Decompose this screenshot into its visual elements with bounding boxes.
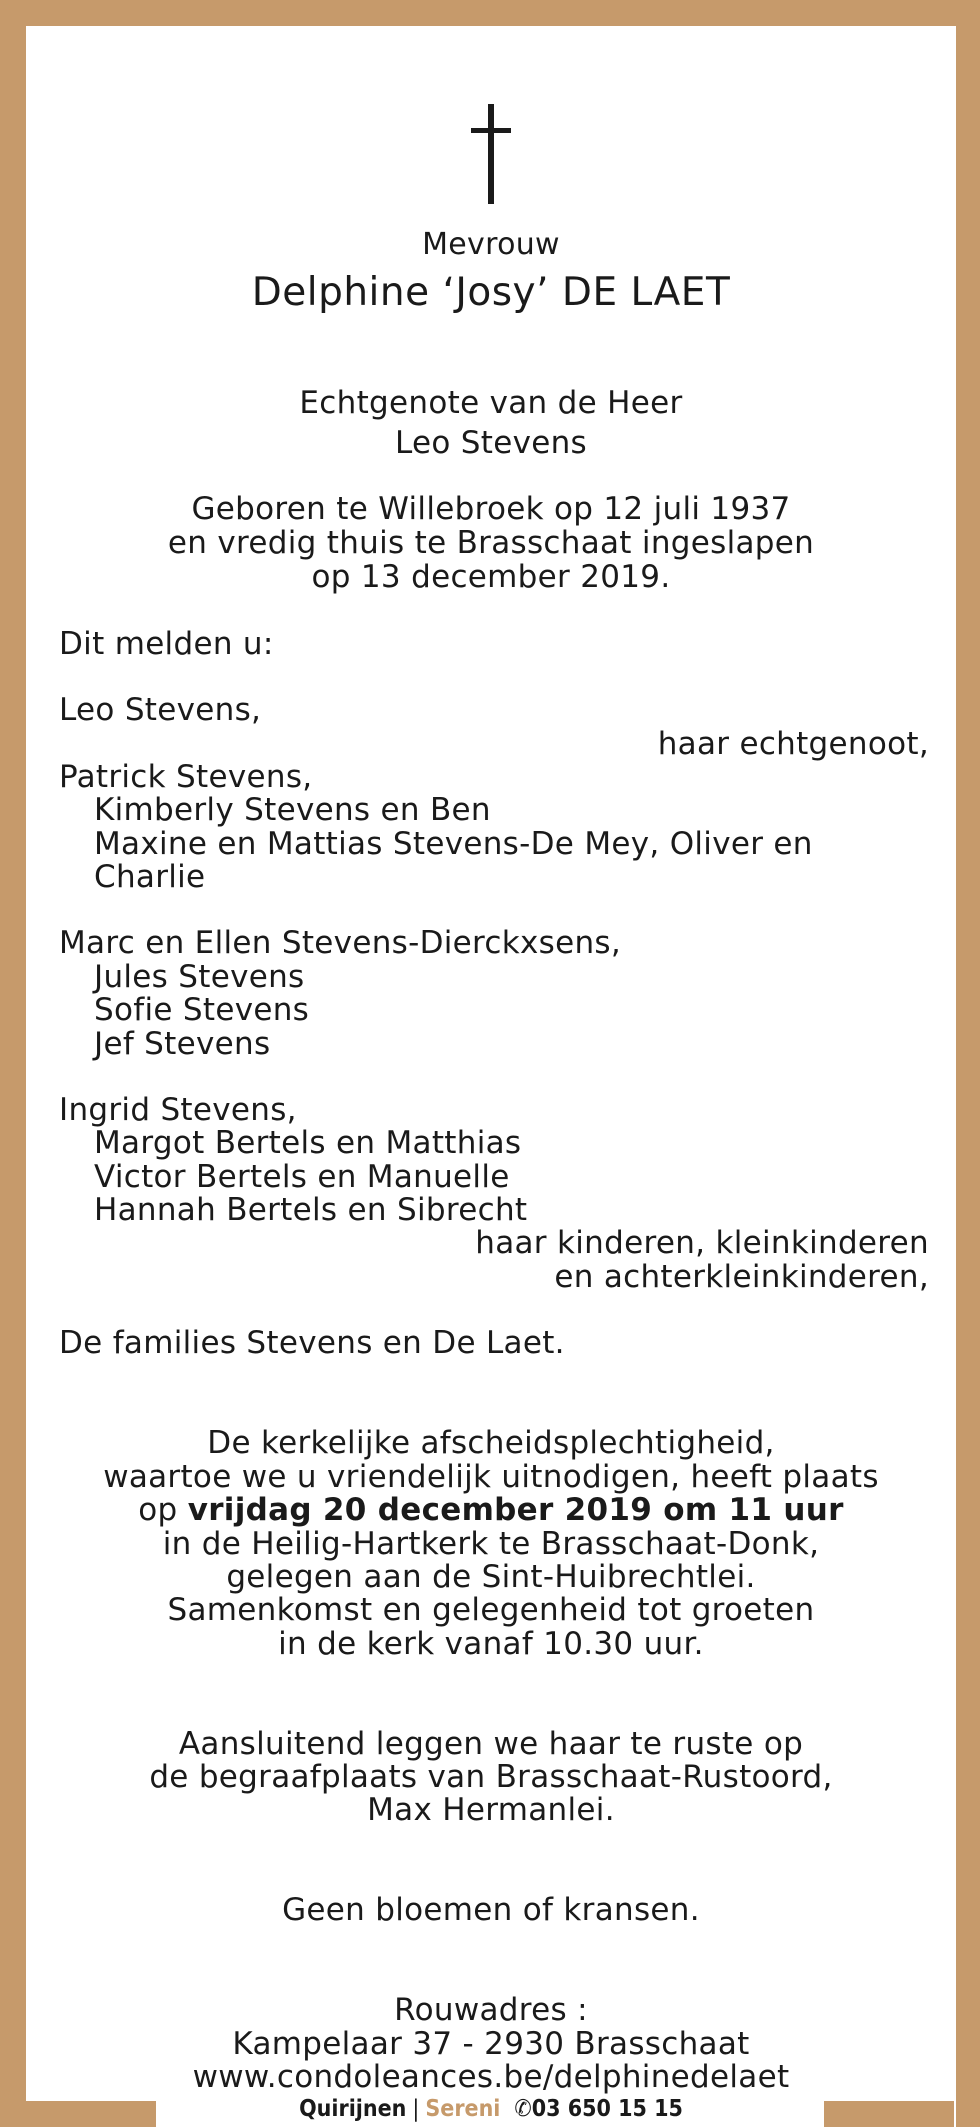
- condolence-url[interactable]: www.condoleances.be/delphinedelaet: [192, 2059, 790, 2095]
- ceremony-line-3: [26, 1493, 956, 1527]
- ceremony-date-time: vrijdag 20 december 2019 om 11 uur: [187, 1492, 844, 1528]
- death-notice-card: [26, 26, 956, 2127]
- birth-line-1: Geboren te Willebroek op 12 juli 1937: [191, 491, 791, 527]
- ceremony-line-6: Samenkomst en gelegenheid tot groeten: [167, 1592, 815, 1628]
- spouse-line-2: Leo Stevens: [394, 425, 588, 461]
- burial-line-3: Max Hermanlei.: [367, 1792, 615, 1828]
- husband-role: haar echtgenoot,: [657, 726, 929, 762]
- family-group-1-head: Patrick Stevens,: [59, 759, 313, 795]
- husband-name: Leo Stevens,: [59, 692, 262, 728]
- burial-line-2: de begraafplaats van Brasschaat-Rustoord,: [149, 1759, 833, 1795]
- address-street: Kampelaar 37 - 2930 Brasschaat: [232, 2026, 750, 2062]
- cross-icon: [467, 104, 515, 204]
- ceremony-line-2: waartoe we u vriendelijk uitnodigen, heeft plaats: [103, 1459, 879, 1495]
- spouse-line-1: Echtgenote van de Heer: [299, 385, 683, 421]
- ceremony-line-1: De kerkelijke afscheidsplechtigheid,: [207, 1425, 775, 1461]
- bottom-border-right: [824, 2101, 954, 2127]
- ceremony-line-4: in de Heilig-Hartkerk te Brasschaat-Donk,: [162, 1526, 820, 1562]
- family-group-3-head: Ingrid Stevens,: [59, 1092, 297, 1128]
- funeral-home-footer: [26, 2096, 956, 2122]
- flowers-note: Geen bloemen of kransen.: [282, 1892, 700, 1928]
- children-role-line-2: en achterkleinkinderen,: [554, 1259, 929, 1295]
- family-group-2-head: Marc en Ellen Stevens-Dierckxsens,: [59, 925, 622, 961]
- family-group-2-line-1: Jules Stevens: [94, 959, 305, 995]
- ceremony-line-3-prefix: op: [138, 1492, 188, 1528]
- birth-line-2: en vredig thuis te Brasschaat ingeslapen: [167, 525, 815, 561]
- ceremony-line-7: in de kerk vanaf 10.30 uur.: [278, 1626, 704, 1662]
- family-group-1-line-1: Kimberly Stevens en Ben: [94, 792, 491, 828]
- ceremony-line-5: gelegen aan de Sint-Huibrechtlei.: [226, 1559, 756, 1595]
- family-group-3-line-1: Margot Bertels en Matthias: [94, 1125, 522, 1161]
- family-group-1-line-3: Charlie: [94, 859, 206, 895]
- address-label: Rouwadres :: [394, 1992, 588, 2028]
- family-group-3-line-3: Hannah Bertels en Sibrecht: [94, 1192, 528, 1228]
- family-group-2-line-3: Jef Stevens: [94, 1026, 271, 1062]
- children-role-line-1: haar kinderen, kleinkinderen: [475, 1225, 929, 1261]
- family-group-1-line-2: Maxine en Mattias Stevens-De Mey, Oliver en: [94, 826, 813, 862]
- birth-line-3: op 13 december 2019.: [311, 559, 671, 595]
- salutation: Mevrouw: [422, 227, 560, 262]
- bottom-border-left: [26, 2101, 156, 2127]
- family-group-2-line-2: Sofie Stevens: [94, 992, 310, 1028]
- deceased-name: Delphine ‘Josy’ DE LAET: [251, 270, 731, 315]
- family-group-3-line-2: Victor Bertels en Manuelle: [94, 1159, 510, 1195]
- brand-quirijnen: Quirijnen: [299, 2096, 407, 2122]
- burial-line-1: Aansluitend leggen we haar te ruste op: [178, 1726, 804, 1762]
- brand-separator: |: [412, 2096, 420, 2122]
- families-line: De families Stevens en De Laet.: [59, 1325, 565, 1361]
- phone-number[interactable]: ✆03 650 15 15: [514, 2096, 683, 2122]
- announcement-intro: Dit melden u:: [59, 626, 274, 662]
- brand-sereni: Sereni: [425, 2096, 501, 2122]
